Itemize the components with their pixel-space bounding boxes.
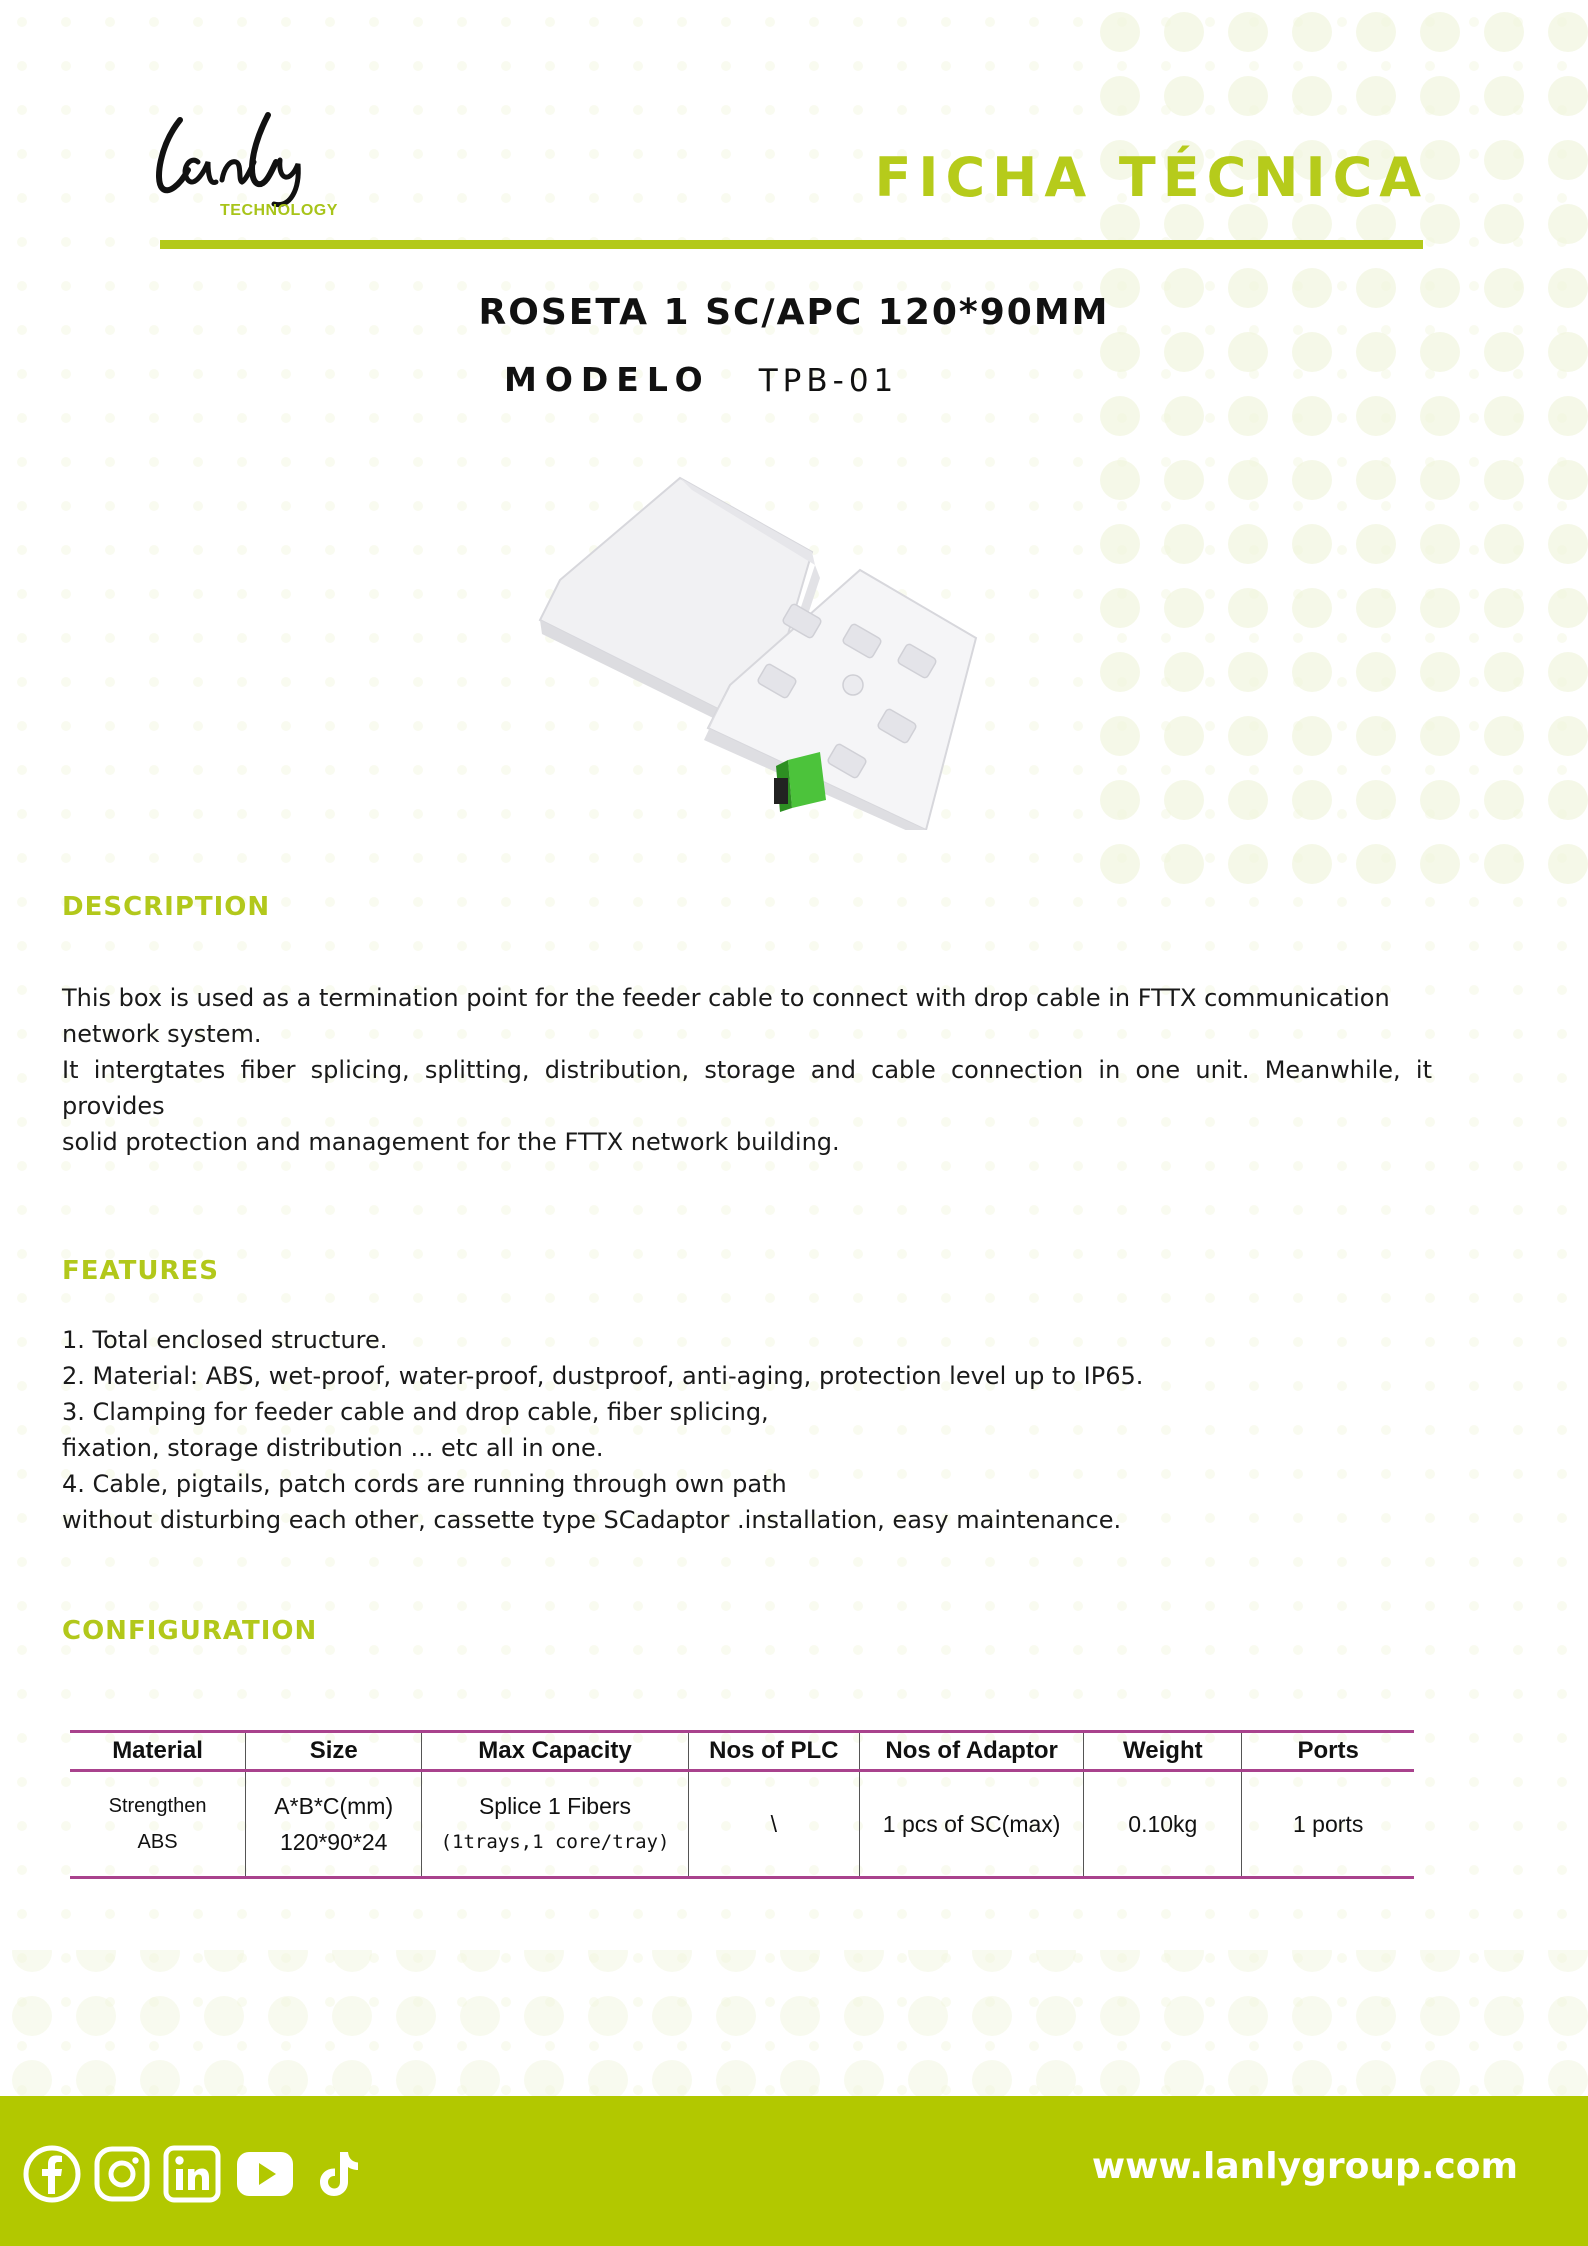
lanly-logo-mark — [150, 100, 360, 210]
configuration-table — [70, 1730, 1414, 1879]
features-heading: FEATURES — [62, 1256, 219, 1286]
tiktok-icon[interactable] — [308, 2144, 368, 2204]
model-label: MODELO — [504, 360, 711, 399]
cell-capacity — [422, 1771, 688, 1878]
footer-bar — [0, 2096, 1588, 2246]
column-header-material: Material — [70, 1732, 246, 1771]
column-header-ports: Ports — [1242, 1732, 1414, 1771]
cell-material — [70, 1771, 246, 1878]
feature-line: 3. Clamping for feeder cable and drop cable, fiber splicing, — [62, 1398, 769, 1426]
product-title: ROSETA 1 SC/APC 120*90MM — [478, 292, 1110, 333]
cell-line: 120*90*24 — [279, 1829, 388, 1855]
table-header-row — [70, 1732, 1414, 1771]
cell-weight: 0.10kg — [1084, 1771, 1242, 1878]
column-header-weight: Weight — [1084, 1732, 1242, 1771]
lanly-logo — [150, 100, 360, 230]
configuration-heading: CONFIGURATION — [62, 1616, 318, 1646]
linkedin-icon[interactable] — [162, 2144, 222, 2204]
feature-line: 4. Cable, pigtails, patch cords are running through own path — [62, 1470, 787, 1498]
cell-line: A*B*C(mm) — [274, 1793, 394, 1819]
cell-line: Splice 1 Fibers — [478, 1793, 632, 1819]
description-line: It intergtates fiber splicing, splitting, distribution, storage and cable connection in one unit. Meanwhile, it provides — [62, 1056, 1432, 1120]
document-title: FICHA TÉCNICA — [874, 146, 1428, 209]
cell-adaptor: 1 pcs of SC(max) — [859, 1771, 1083, 1878]
cell-line: (1trays,1 core/tray) — [440, 1831, 670, 1853]
description-line: solid protection and management for the FTTX network building. — [62, 1128, 840, 1156]
feature-line: 1. Total enclosed structure. — [62, 1326, 388, 1354]
features-list — [62, 1322, 1432, 1538]
cell-line: ABS — [137, 1831, 178, 1853]
social-icons — [22, 2144, 368, 2204]
column-header-capacity: Max Capacity — [422, 1732, 688, 1771]
column-header-adaptor: Nos of Adaptor — [859, 1732, 1083, 1771]
cell-line: Strengthen — [108, 1795, 207, 1817]
youtube-icon[interactable] — [232, 2144, 298, 2204]
description-heading: DESCRIPTION — [62, 892, 271, 922]
feature-line: 2. Material: ABS, wet-proof, water-proof, dustproof, anti-aging, protection level up to IP65. — [62, 1362, 1144, 1390]
header-divider — [160, 240, 1423, 249]
logo-subtext: TECHNOLOGY — [220, 202, 338, 219]
table-row — [70, 1771, 1414, 1878]
facebook-icon[interactable] — [22, 2144, 82, 2204]
description-body — [62, 980, 1432, 1160]
description-line: network system. — [62, 1020, 262, 1048]
cell-size — [246, 1771, 422, 1878]
feature-line: without disturbing each other, cassette type SCadaptor .installation, easy maintenance. — [62, 1506, 1122, 1534]
instagram-icon[interactable] — [92, 2144, 152, 2204]
product-photo — [530, 460, 990, 830]
feature-line: fixation, storage distribution ... etc all in one. — [62, 1434, 604, 1462]
description-line: This box is used as a termination point for the feeder cable to connect with drop cable in FTTX communication — [62, 984, 1390, 1012]
model-row — [504, 360, 898, 399]
column-header-plc: Nos of PLC — [688, 1732, 859, 1771]
website-link[interactable]: www.lanlygroup.com — [1091, 2146, 1518, 2187]
cell-ports: 1 ports — [1242, 1771, 1414, 1878]
column-header-size: Size — [246, 1732, 422, 1771]
model-value: TPB-01 — [758, 363, 899, 399]
cell-plc: \ — [688, 1771, 859, 1878]
